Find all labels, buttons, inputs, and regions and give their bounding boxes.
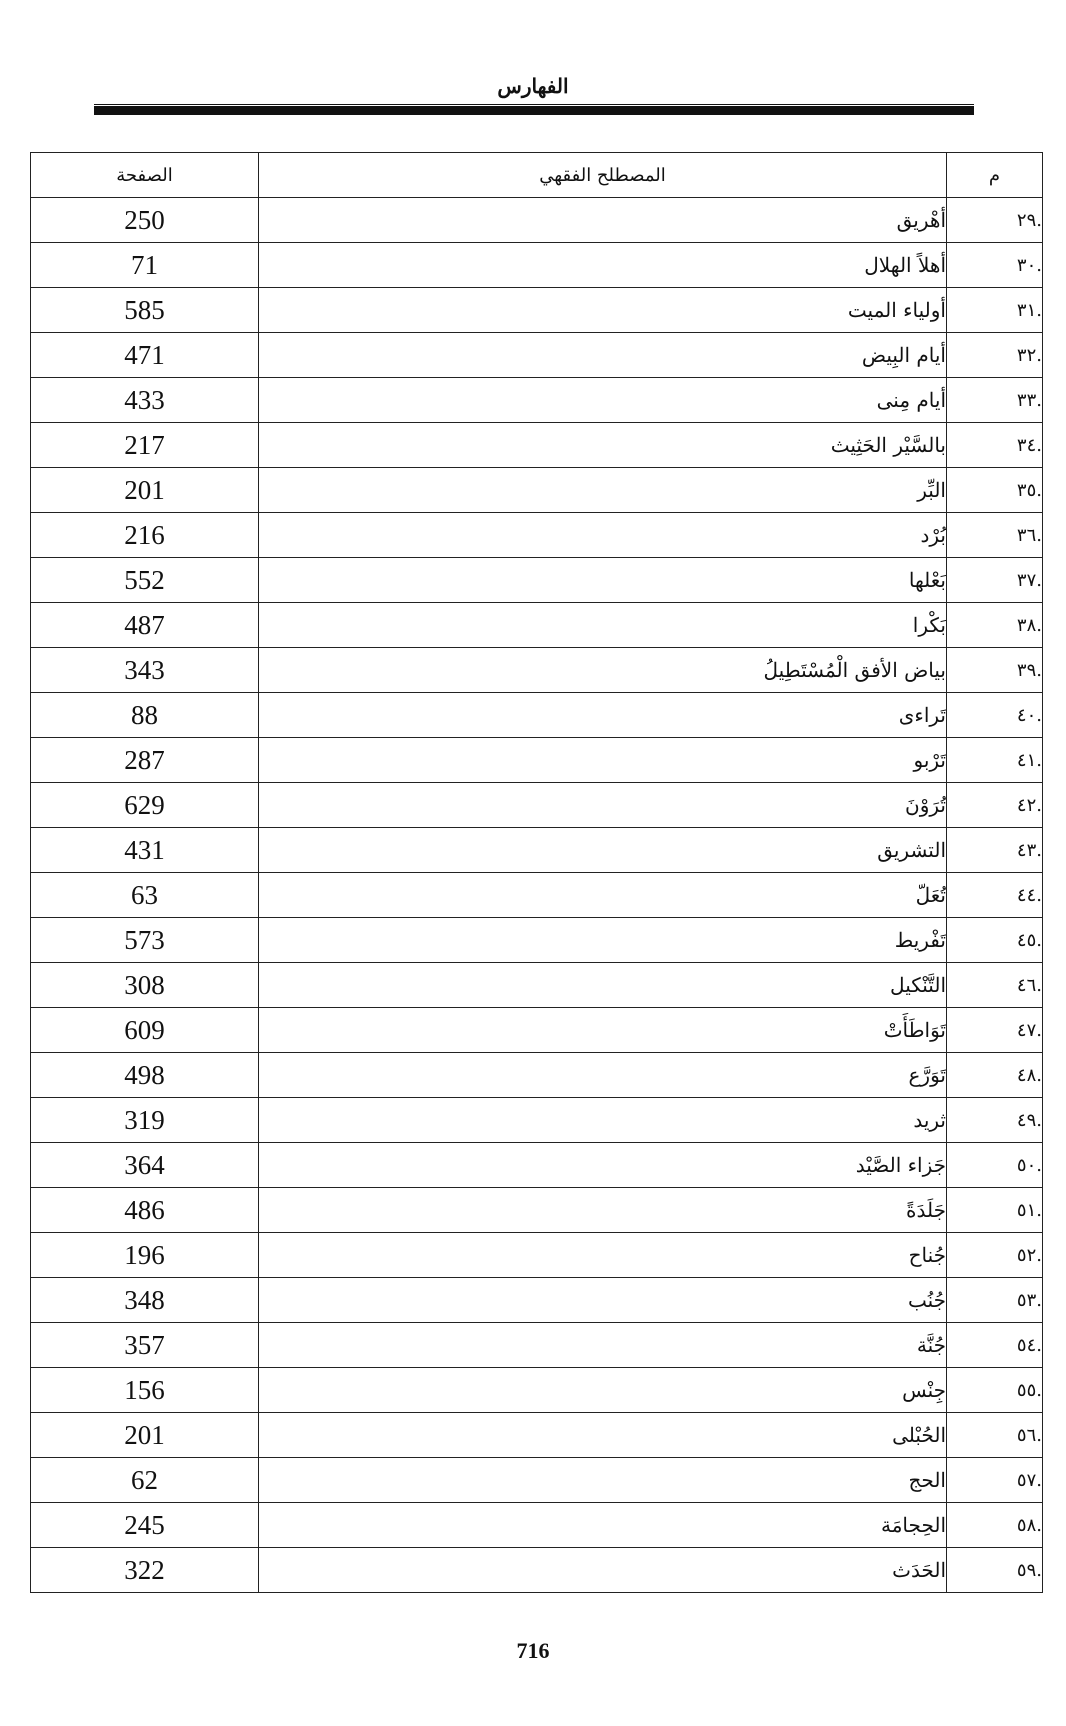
page-cell: 196 [31,1233,259,1278]
row-number: .٥٠ [947,1143,1043,1188]
table-row [31,378,1043,423]
page-cell: 348 [31,1278,259,1323]
glossary-index-table [30,152,1043,1593]
page-cell: 308 [31,963,259,1008]
page-cell: 156 [31,1368,259,1413]
row-number: .٤١ [947,738,1043,783]
page-cell: 629 [31,783,259,828]
row-number: .٥٩ [947,1548,1043,1593]
term-cell: أولياء الميت [259,288,947,333]
table-row [31,648,1043,693]
page-cell: 322 [31,1548,259,1593]
row-number: .٤٥ [947,918,1043,963]
table-row [31,558,1043,603]
page-cell: 88 [31,693,259,738]
page-cell: 471 [31,333,259,378]
row-number: .٥١ [947,1188,1043,1233]
page-cell: 364 [31,1143,259,1188]
term-cell: بالسَّيْر الحَثِيث [259,423,947,468]
row-number: .٣٤ [947,423,1043,468]
table-row [31,1413,1043,1458]
row-number: .٥٨ [947,1503,1043,1548]
row-number: .٥٤ [947,1323,1043,1368]
row-number: .٣٨ [947,603,1043,648]
term-cell: تَراءى [259,693,947,738]
row-number: .٤٤ [947,873,1043,918]
column-header-number: م [947,153,1043,198]
term-cell: تَرْبو [259,738,947,783]
page-cell: 71 [31,243,259,288]
page-cell: 245 [31,1503,259,1548]
term-cell: البِّر [259,468,947,513]
row-number: .٥٥ [947,1368,1043,1413]
table-row [31,1053,1043,1098]
term-cell: جَزاء الصَّيْد [259,1143,947,1188]
page-cell: 216 [31,513,259,558]
table-row [31,1278,1043,1323]
page-cell: 498 [31,1053,259,1098]
table-row [31,783,1043,828]
term-cell: تَفْريط [259,918,947,963]
page-cell: 201 [31,468,259,513]
row-number: .٣٦ [947,513,1043,558]
page-cell: 431 [31,828,259,873]
table-row [31,1548,1043,1593]
table-row [31,918,1043,963]
table-row [31,423,1043,468]
term-cell: الحج [259,1458,947,1503]
term-cell: أيام مِنى [259,378,947,423]
term-cell: الحَدَث [259,1548,947,1593]
row-number: .٤٩ [947,1098,1043,1143]
column-header-page: الصفحة [31,153,259,198]
page-cell: 319 [31,1098,259,1143]
page-cell: 552 [31,558,259,603]
row-number: .٣٧ [947,558,1043,603]
table-row [31,1008,1043,1053]
row-number: .٥٢ [947,1233,1043,1278]
table-row [31,198,1043,243]
table-row [31,468,1043,513]
table-row [31,243,1043,288]
term-cell: أهلاً الهلال [259,243,947,288]
term-cell: بَكْرا [259,603,947,648]
page-cell: 487 [31,603,259,648]
row-number: .٣٣ [947,378,1043,423]
table-row [31,333,1043,378]
term-cell: تُرَوْنَ [259,783,947,828]
row-number: .٤٣ [947,828,1043,873]
table-row [31,1368,1043,1413]
row-number: .٢٩ [947,198,1043,243]
term-cell: التشريق [259,828,947,873]
term-cell: ثريد [259,1098,947,1143]
table-row [31,1233,1043,1278]
table-row [31,1458,1043,1503]
table-row [31,963,1043,1008]
running-title: الفهارس [497,74,569,98]
page-cell: 573 [31,918,259,963]
row-number: .٥٣ [947,1278,1043,1323]
row-number: .٤٢ [947,783,1043,828]
row-number: .٣٩ [947,648,1043,693]
page-cell: 62 [31,1458,259,1503]
row-number: .٤٦ [947,963,1043,1008]
row-number: .٥٧ [947,1458,1043,1503]
term-cell: أهْريق [259,198,947,243]
row-number: .٣٢ [947,333,1043,378]
table-row [31,828,1043,873]
table-row [31,693,1043,738]
term-cell: بَعْلها [259,558,947,603]
page-cell: 63 [31,873,259,918]
table-body [31,198,1043,1593]
header-rule-thin [94,104,974,105]
table-row [31,1143,1043,1188]
term-cell: أيام البِيض [259,333,947,378]
row-number: .٤٠ [947,693,1043,738]
table-row [31,1098,1043,1143]
term-cell: جَلَدَةً [259,1188,947,1233]
term-cell: بياض الأفق الْمُسْتَطِيلُ [259,648,947,693]
term-cell: بُرْد [259,513,947,558]
term-cell: تُعَلّ [259,873,947,918]
page-cell: 250 [31,198,259,243]
table-row [31,1323,1043,1368]
page-cell: 287 [31,738,259,783]
term-cell: الحِجامَة [259,1503,947,1548]
table-row [31,738,1043,783]
page-cell: 217 [31,423,259,468]
page-cell: 433 [31,378,259,423]
column-header-term: المصطلح الفقهي [259,153,947,198]
term-cell: جُنُب [259,1278,947,1323]
table-row [31,288,1043,333]
header-rule-thick [94,106,974,115]
table-row [31,1188,1043,1233]
row-number: .٣٠ [947,243,1043,288]
page-cell: 609 [31,1008,259,1053]
row-number: .٤٨ [947,1053,1043,1098]
term-cell: التَّنْكيل [259,963,947,1008]
row-number: .٥٦ [947,1413,1043,1458]
page-cell: 343 [31,648,259,693]
term-cell: جِنْس [259,1368,947,1413]
table-row [31,603,1043,648]
term-cell: تَوَرَّع [259,1053,947,1098]
table-row [31,513,1043,558]
row-number: .٣٥ [947,468,1043,513]
term-cell: جُنَّة [259,1323,947,1368]
page-number: 716 [516,1638,550,1663]
page-cell: 201 [31,1413,259,1458]
page-cell: 585 [31,288,259,333]
page-cell: 486 [31,1188,259,1233]
row-number: .٣١ [947,288,1043,333]
row-number: .٤٧ [947,1008,1043,1053]
term-cell: جُناح [259,1233,947,1278]
table-header-row [31,153,1043,198]
page-cell: 357 [31,1323,259,1368]
table-row [31,873,1043,918]
term-cell: الحُبْلى [259,1413,947,1458]
term-cell: تَوَاطَأَتْ [259,1008,947,1053]
table-row [31,1503,1043,1548]
